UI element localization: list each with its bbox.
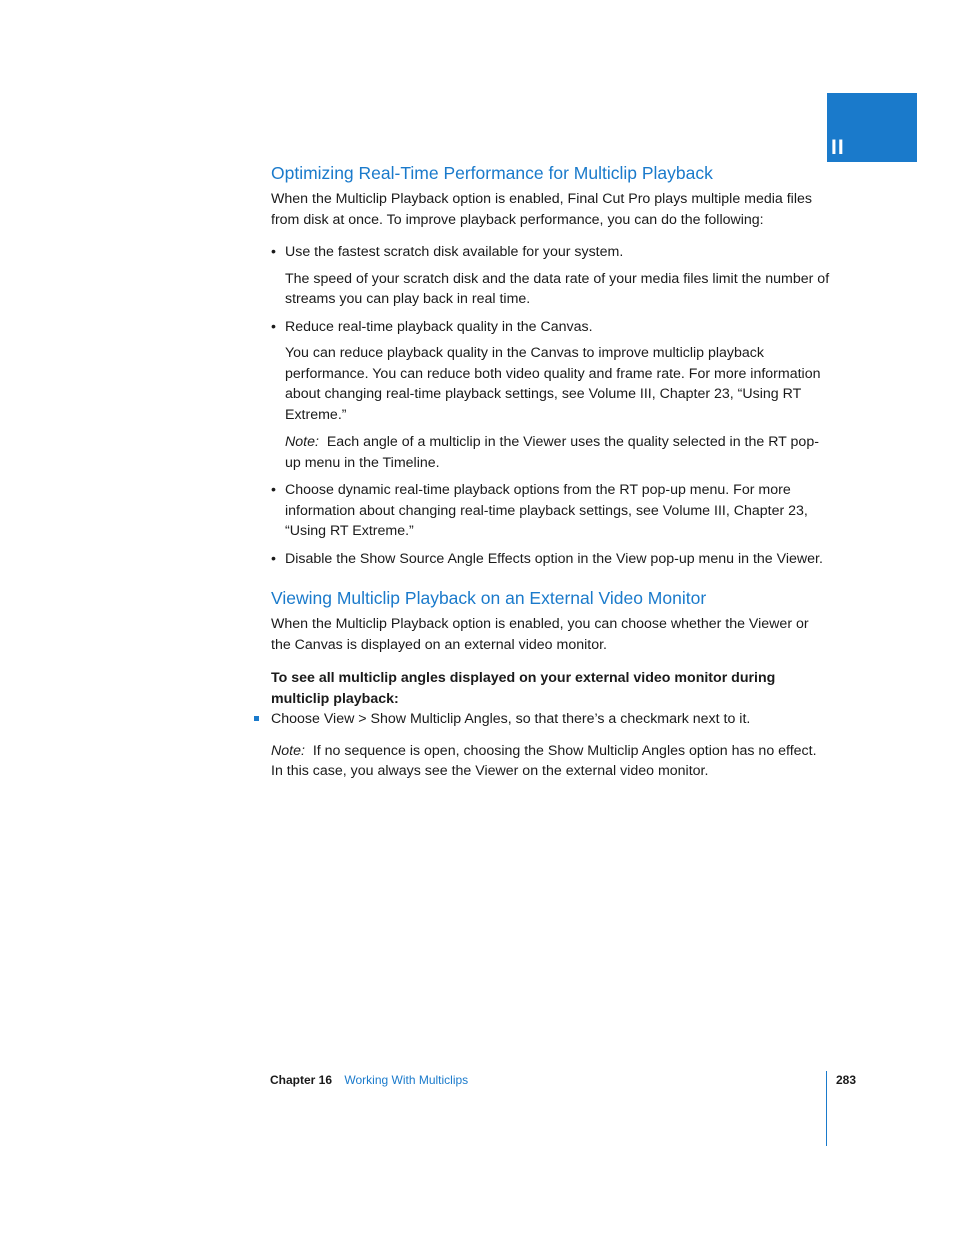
- list-item-detail: You can reduce playback quality in the Canvas to improve multiclip playback performance. You can reduce both video quality and frame rate. For more information about changing real-time playback settings, see Volume III, Chapter 23, “Using RT Extreme.”: [285, 345, 821, 423]
- footer-chapter: Chapter 16: [270, 1073, 333, 1087]
- footer-chapter-title: Working With Multiclips: [344, 1073, 469, 1087]
- note-label: Note:: [285, 434, 319, 450]
- bullet-glyph: •: [271, 550, 276, 567]
- footer-divider: [826, 1071, 827, 1146]
- list-item-text: Reduce real-time playback quality in the Canvas.: [285, 318, 593, 335]
- part-tab: [827, 93, 917, 162]
- performance-tips-list: [271, 242, 831, 569]
- bullet-glyph: •: [271, 244, 276, 260]
- note-text: If no sequence is open, choosing the Show Multiclip Angles option has no effect. In this case, you always see the Viewer on the external video monitor.: [271, 742, 817, 779]
- task-heading: To see all multiclip angles displayed on your external video monitor during multiclip playback:: [271, 670, 776, 707]
- list-item: [271, 317, 831, 474]
- page-number: 283: [836, 1073, 857, 1087]
- page-footer: [270, 1072, 468, 1088]
- task-step-text: Choose View > Show Multiclip Angles, so that there’s a checkmark next to it.: [271, 711, 751, 727]
- list-item-detail: The speed of your scratch disk and the data rate of your media files limit the number of streams you can play back in real time.: [285, 270, 830, 307]
- step-square-icon: [254, 716, 259, 721]
- note-text: Each angle of a multiclip in the Viewer uses the quality selected in the RT pop-up menu in the Timeline.: [285, 434, 819, 471]
- task-step: [271, 709, 831, 730]
- page-content: [271, 161, 831, 782]
- note-label: Note:: [271, 742, 305, 759]
- section-heading-external-monitor: Viewing Multiclip Playback on an External Video Monitor: [271, 588, 707, 608]
- list-item-text: Choose dynamic real-time playback options from the RT pop-up menu. For more information about changing real-time playback settings, see Volume III, Chapter 23, “Using RT Extreme.”: [285, 482, 808, 539]
- list-item: [271, 549, 831, 570]
- section-intro-optimizing: When the Multiclip Playback option is enabled, Final Cut Pro plays multiple media files from disk at once. To improve playback performance, you can do the following:: [271, 191, 812, 228]
- list-item-note: [285, 432, 831, 473]
- section-intro-external-monitor: When the Multiclip Playback option is enabled, you can choose whether the Viewer or the Canvas is displayed on an external video monitor.: [271, 616, 809, 653]
- section-note: [271, 741, 831, 782]
- list-item: [271, 480, 831, 542]
- list-item: [271, 242, 831, 310]
- section-heading-optimizing: Optimizing Real-Time Performance for Multiclip Playback: [271, 163, 713, 183]
- part-tab-label: II: [831, 136, 845, 159]
- list-item-text: Disable the Show Source Angle Effects option in the View pop-up menu in the Viewer.: [285, 550, 823, 567]
- bullet-glyph: •: [271, 318, 276, 335]
- bullet-glyph: •: [271, 482, 276, 498]
- list-item-text: Use the fastest scratch disk available for your system.: [285, 244, 624, 260]
